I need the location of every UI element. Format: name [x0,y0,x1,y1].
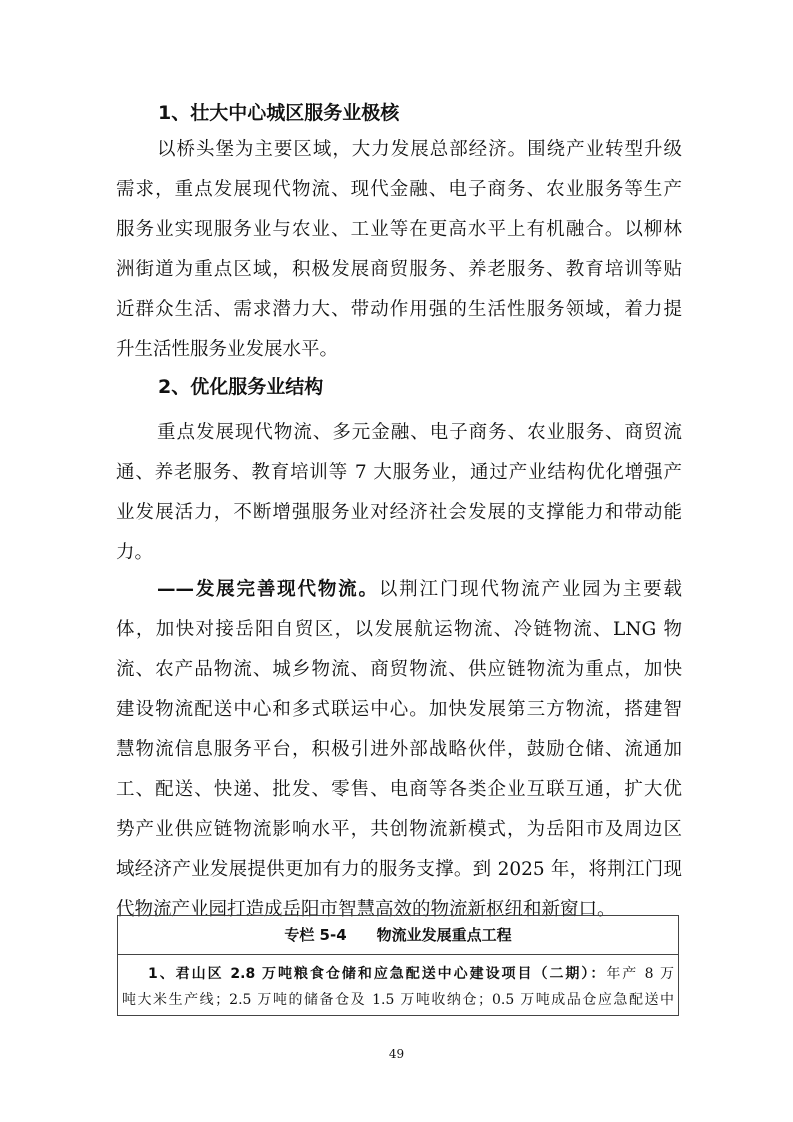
text-line [116,570,682,610]
text-line: 体，加快对接岳阳自贸区，以发展航运物流、冷链物流、LNG 物 [116,619,682,640]
column-box-line: 吨大米生产线；2.5 万吨的储备仓及 1.5 万吨收纳仓；0.5 万吨成品仓应急配送中 [122,992,674,1008]
text-line: 近群众生活、需求潜力大、带动作用强的生活性服务领域，着力提 [116,299,682,320]
paragraph-lead: ——发展完善现代物流。 [157,579,379,600]
text-line: 以桥头堡为主要区域，大力发展总部经济。围绕产业转型升级 [157,139,682,160]
project-title: 1、君山区 2.8 万吨粮食仓储和应急配送中心建设项目（二期）： [148,966,607,982]
column-box-line [118,961,678,987]
paragraph-3 [116,570,682,930]
text-line: 需求，重点发展现代物流、现代金融、电子商务、农业服务等生产 [116,179,682,200]
column-box-title: 专栏 5-4 物流业发展重点工程 [118,916,678,955]
text-line-rest: 以荆江门现代物流产业园为主要载 [378,579,682,600]
text-line: 重点发展现代物流、多元金融、电子商务、农业服务、商贸流 [157,422,682,443]
paragraph-1 [116,130,682,370]
text-line: 流、农产品物流、城乡物流、商贸物流、供应链物流为重点，加快 [116,659,682,680]
text-line: 升生活性服务业发展水平。 [116,339,339,360]
text-line: 势产业供应链物流影响水平，共创物流新模式，为岳阳市及周边区 [116,819,682,840]
text-line: 代物流产业园打造成岳阳市智慧高效的物流新枢纽和新窗口。 [116,899,616,920]
section-heading-2: 2、优化服务业结构 [158,376,324,398]
project-detail: 年产 8 万 [606,966,675,982]
text-line: 洲街道为重点区域，积极发展商贸服务、养老服务、教育培训等贴 [116,259,682,280]
text-line: 工、配送、快递、批发、零售、电商等各类企业互联互通，扩大优 [116,779,682,800]
text-line: 服务业实现服务业与农业、工业等在更高水平上有机融合。以柳林 [116,219,682,240]
column-box [117,915,679,1016]
text-line: 通、养老服务、教育培训等 7 大服务业，通过产业结构优化增强产 [116,462,682,483]
section-heading-1: 1、壮大中心城区服务业极核 [158,102,400,124]
page-number: 49 [388,1047,405,1061]
text-line: 业发展活力，不断增强服务业对经济社会发展的支撑能力和带动能 [116,502,682,523]
text-line: 慧物流信息服务平台，积极引进外部战略伙伴，鼓励仓储、流通加 [116,739,682,760]
text-line: 力。 [116,542,154,563]
text-line: 建设物流配送中心和多式联运中心。加快发展第三方物流，搭建智 [116,699,682,720]
paragraph-2 [116,413,682,573]
text-line: 域经济产业发展提供更加有力的服务支撑。到 2025 年，将荆江门现 [116,859,682,880]
